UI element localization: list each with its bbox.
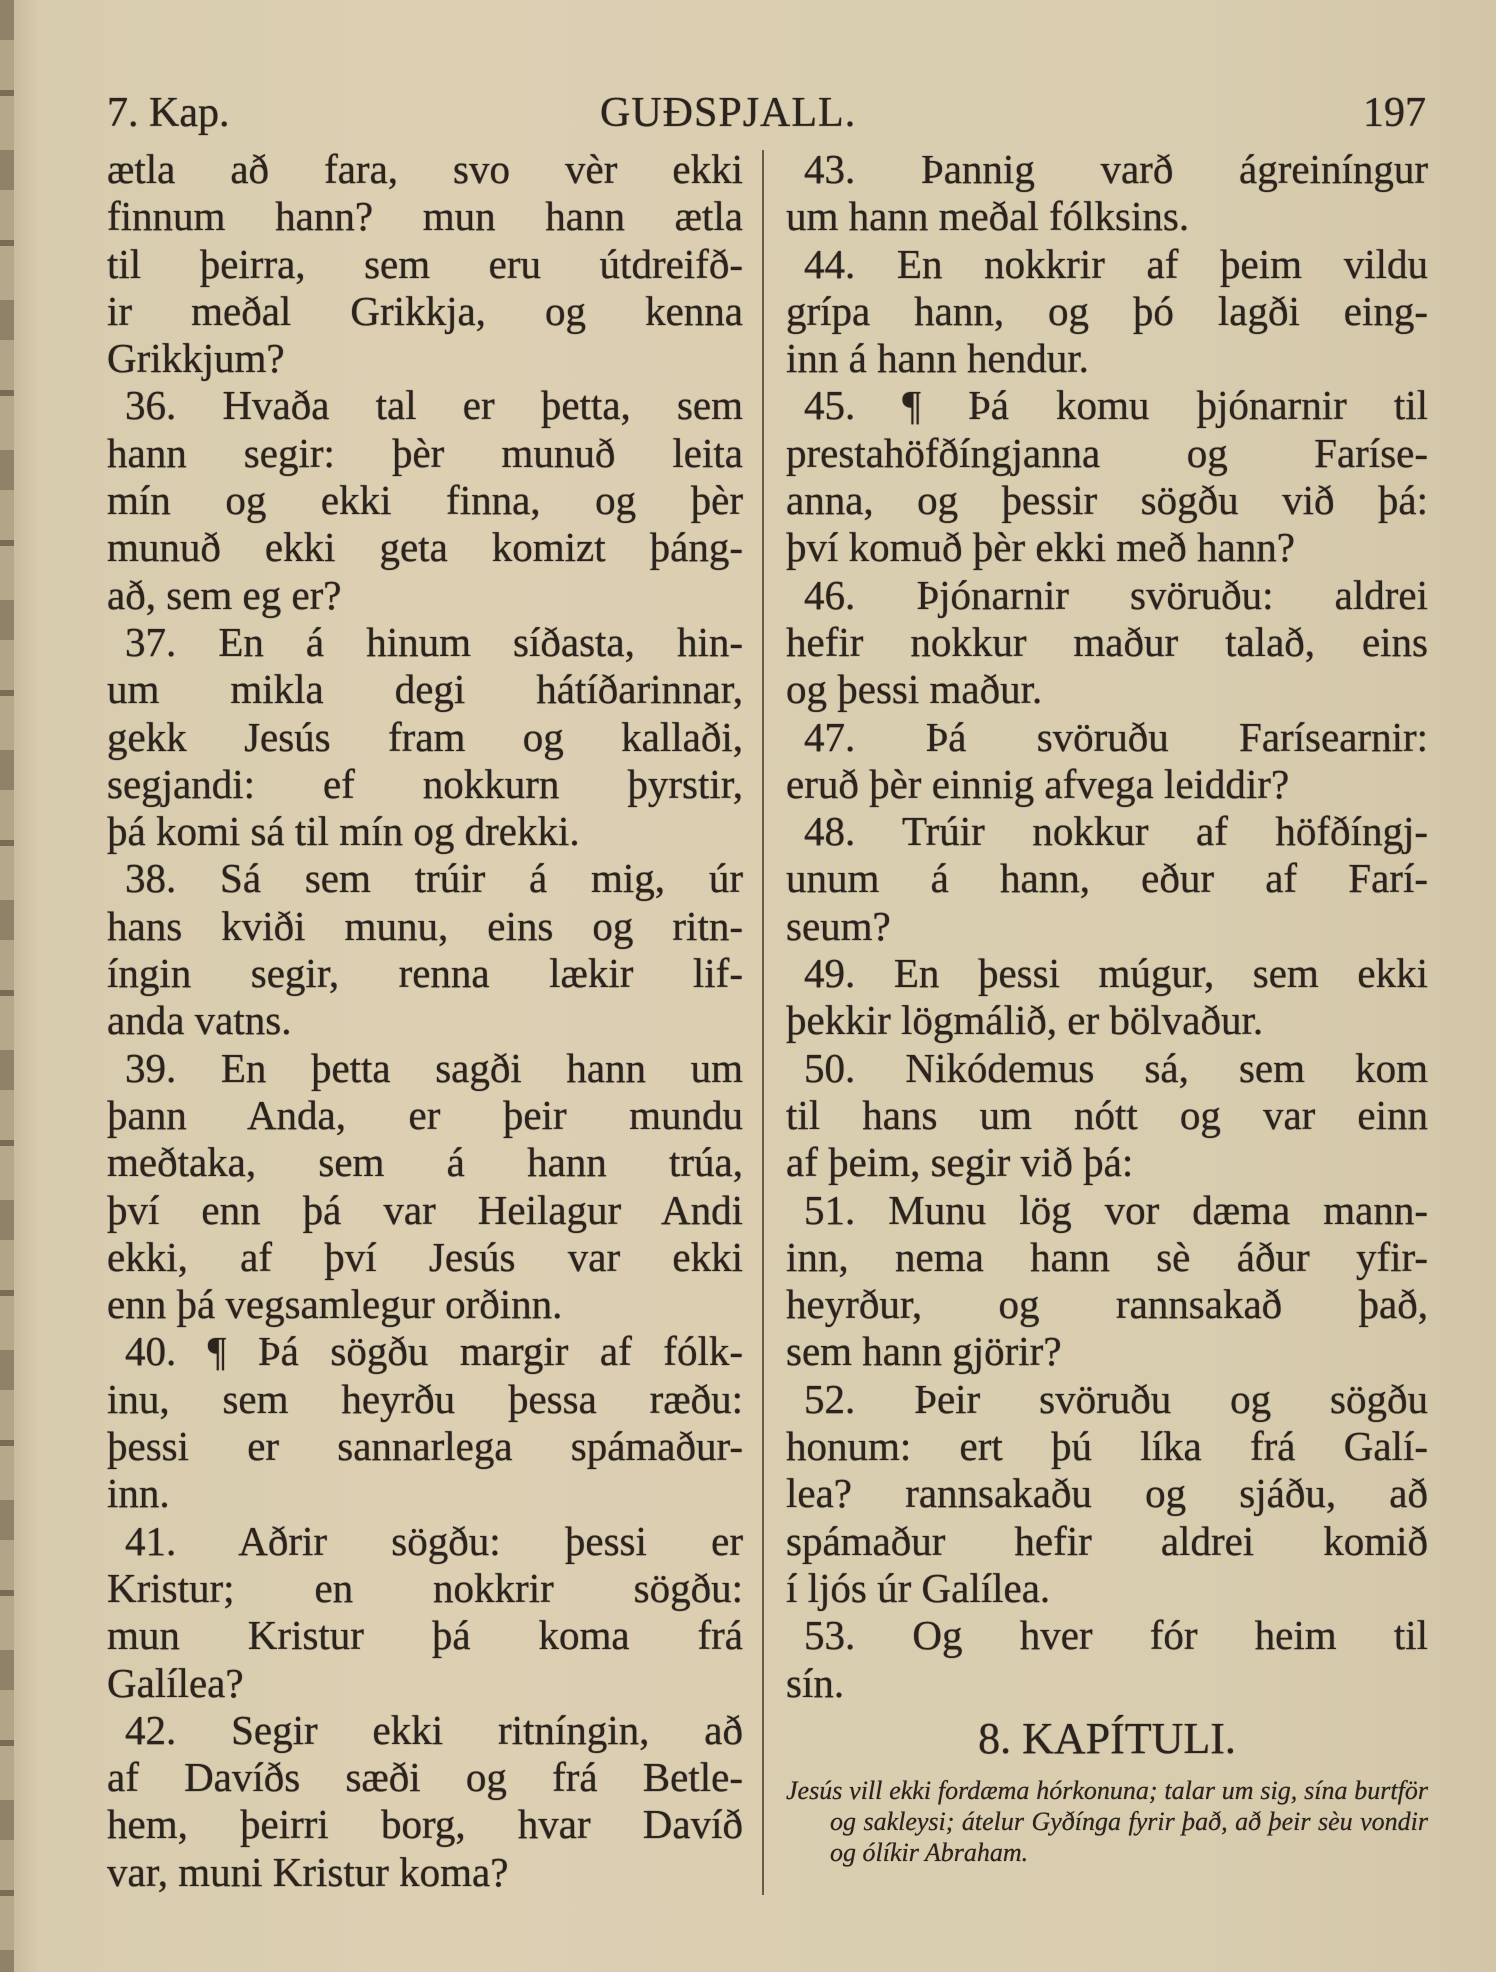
text-line: 41. Aðrir sögðu: þessi er [125, 1517, 743, 1564]
text-line: um hann meðal fólksins. [786, 193, 1190, 240]
text-line: 37. En á hinum síðasta, hin- [125, 618, 743, 665]
text-line: inn á hann hendur. [786, 335, 1089, 382]
text-line: 46. Þjónarnir svöruðu: aldrei [804, 571, 1428, 618]
text-line: 39. En þetta sagði hann um [125, 1044, 743, 1091]
text-line: hefir nokkur maður talað, eins [786, 618, 1428, 665]
text-line: lea? rannsakaðu og sjáðu, að [786, 1470, 1428, 1517]
text-line: 40. ¶ Þá sögðu margir af fólk- [125, 1328, 743, 1375]
text-line: hem, þeirri borg, hvar Davíð [107, 1801, 743, 1848]
text-line: af þeim, segir við þá: [786, 1139, 1134, 1186]
text-line: grípa hann, og þó lagði eing- [786, 287, 1428, 334]
text-line: 52. Þeir svöruðu og sögðu [804, 1375, 1428, 1422]
text-line: mun Kristur þá koma frá [107, 1612, 743, 1659]
text-line: honum: ert þú líka frá Galí- [786, 1423, 1428, 1470]
text-line: munuð ekki geta komizt þáng- [107, 524, 743, 571]
text-line: Galílea? [107, 1659, 244, 1706]
running-header-title: GUÐSPJALL. [600, 90, 857, 136]
text-line: í ljós úr Galílea. [786, 1564, 1051, 1611]
text-line: anna, og þessir sögðu við þá: [786, 477, 1428, 524]
text-line: 53. Og hver fór heim til [804, 1612, 1428, 1659]
text-line: 48. Trúir nokkur af höfðíngj- [804, 808, 1428, 855]
text-line: þessi er sannarlega spámaður- [107, 1423, 743, 1470]
text-line: 36. Hvaða tal er þetta, sem [125, 382, 743, 429]
text-line: prestahöfðíngjanna og Faríse- [786, 429, 1428, 476]
text-line: til þeirra, sem eru útdreifð- [107, 240, 743, 287]
text-line: meðtaka, sem á hann trúa, [107, 1139, 743, 1186]
column-divider [762, 150, 764, 1895]
chapter-heading: 8. KAPÍTULI. [978, 1713, 1236, 1763]
text-line: eruð þèr einnig afvega leiddir? [786, 760, 1290, 807]
text-line: 45. ¶ Þá komu þjónarnir til [804, 382, 1428, 429]
book-binding-edge [0, 0, 14, 1972]
text-line: Kristur; en nokkrir sögðu: [107, 1564, 743, 1611]
text-line: 44. En nokkrir af þeim vildu [804, 240, 1428, 287]
text-line: að, sem eg er? [107, 571, 342, 618]
text-line: 38. Sá sem trúir á mig, úr [125, 855, 743, 902]
text-line: 47. Þá svöruðu Farísearnir: [804, 713, 1428, 760]
left-text-column [107, 146, 743, 1896]
text-line: mín og ekki finna, og þèr [107, 477, 743, 524]
text-line: unum á hann, eður af Farí- [786, 855, 1428, 902]
text-line: ætla að fara, svo vèr ekki [107, 146, 743, 192]
text-line: segjandi: ef nokkurn þyrstir, [107, 760, 743, 807]
text-line: því enn þá var Heilagur Andi [107, 1186, 743, 1233]
text-line: af Davíðs sæði og frá Betle- [107, 1754, 743, 1801]
text-line: anda vatns. [107, 997, 292, 1044]
text-line: og þessi maður. [786, 666, 1043, 713]
text-line: 42. Segir ekki ritníngin, að [125, 1706, 743, 1753]
text-line: finnum hann? mun hann ætla [107, 193, 743, 240]
text-line: 43. Þannig varð ágreiníngur [804, 146, 1428, 192]
text-line: þann Anda, er þeir mundu [107, 1091, 743, 1138]
text-line: ir meðal Grikkja, og kenna [107, 287, 743, 334]
text-line: spámaður hefir aldrei komið [786, 1517, 1428, 1564]
text-line: 51. Munu lög vor dæma mann- [804, 1186, 1428, 1233]
running-header-chapter: 7. Kap. [107, 90, 230, 136]
text-line: enn þá vegsamlegur orðinn. [107, 1281, 563, 1328]
text-line: seum? [786, 902, 891, 949]
text-line: heyrður, og rannsakað það, [786, 1281, 1428, 1328]
text-line: þá komi sá til mín og drekki. [107, 808, 580, 855]
text-line: til hans um nótt og var einn [786, 1091, 1428, 1138]
text-line: inn, nema hann sè áður yfir- [786, 1233, 1428, 1280]
page-number: 197 [1363, 90, 1426, 136]
text-line: var, muni Kristur koma? [107, 1848, 509, 1895]
text-line: inn. [107, 1470, 170, 1517]
text-line: þekkir lögmálið, er bölvaður. [786, 997, 1264, 1044]
text-line: inu, sem heyrðu þessa ræðu: [107, 1375, 743, 1422]
text-line: sem hann gjörir? [786, 1328, 1062, 1375]
right-text-column [786, 146, 1428, 1868]
text-line: ekki, af því Jesús var ekki [107, 1233, 743, 1280]
text-line: 50. Nikódemus sá, sem kom [804, 1044, 1428, 1091]
text-line: um mikla degi hátíðarinnar, [107, 666, 743, 713]
chapter-summary: Jesús vill ekki fordæma hórkonuna; talar um sig, sína burtför og sakleysi; átelur Gyðínga fyrir það, að þeir sèu vondir og ólíkir Abraham. [786, 1775, 1428, 1867]
text-line: 49. En þessi múgur, sem ekki [804, 950, 1428, 997]
text-line: sín. [786, 1659, 845, 1706]
text-line: hann segir: þèr munuð leita [107, 429, 743, 476]
text-line: íngin segir, renna lækir lif- [107, 950, 743, 997]
text-line: hans kviði munu, eins og ritn- [107, 902, 743, 949]
text-line: gekk Jesús fram og kallaði, [107, 713, 743, 760]
text-line: því komuð þèr ekki með hann? [786, 524, 1295, 571]
text-line: Grikkjum? [107, 335, 285, 382]
